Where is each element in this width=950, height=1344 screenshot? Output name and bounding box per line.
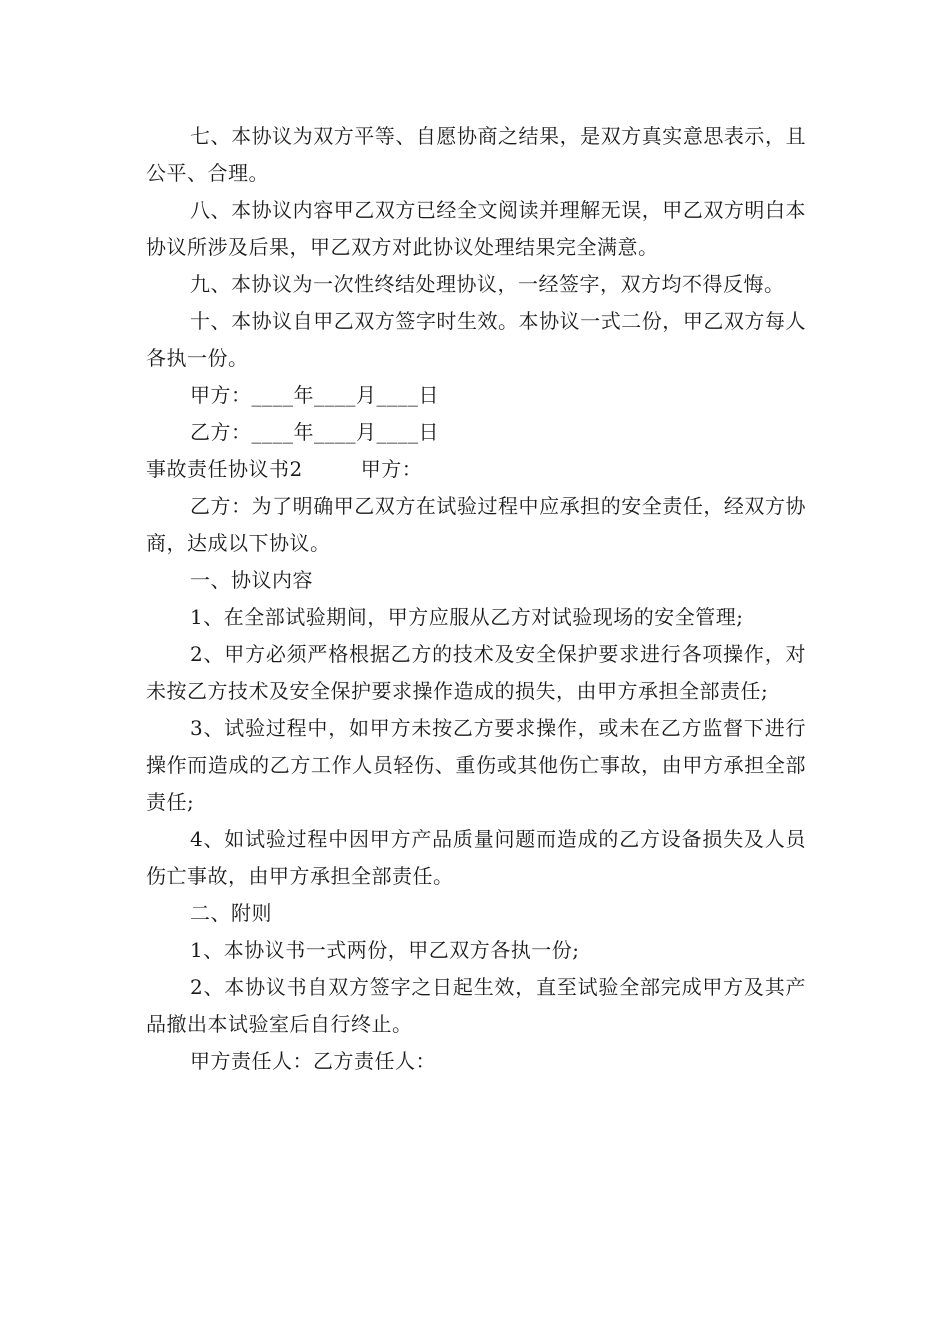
document-page (146, 118, 806, 1080)
section-heading-content: 一、协议内容 (190, 568, 313, 592)
content-item-3: 3、试验过程中，如甲方未按乙方要求操作，或未在乙方监督下进行操作而造成的乙方工作人员轻伤、重伤或其他伤亡事故，由甲方承担全部责任; (146, 716, 806, 814)
clause-ten: 十、本协议自甲乙双方签字时生效。本协议一式二份，甲乙双方每人各执一份。 (146, 309, 806, 370)
responsible-persons-line: 甲方责任人：乙方责任人： (190, 1049, 436, 1073)
appendix-item-1: 1、本协议书一式两份，甲乙双方各执一份; (190, 938, 580, 962)
doc2-party-a: 甲方： (360, 457, 423, 481)
content-item-2: 2、甲方必须严格根据乙方的技术及安全保护要求进行各项操作，对未按乙方技术及安全保护要求操作造成的损失，由甲方承担全部责任; (146, 642, 806, 703)
appendix-item-2: 2、本协议书自双方签字之日起生效，直至试验全部完成甲方及其产品撤出本试验室后自行终止。 (146, 975, 806, 1036)
clause-seven: 七、本协议为双方平等、自愿协商之结果，是双方真实意思表示，且公平、合理。 (146, 124, 806, 185)
content-item-1: 1、在全部试验期间，甲方应服从乙方对试验现场的安全管理; (190, 605, 744, 629)
doc2-title: 事故责任协议书2 (146, 457, 303, 481)
content-item-4: 4、如试验过程中因甲方产品质量问题而造成的乙方设备损失及人员伤亡事故，由甲方承担全部责任。 (146, 827, 806, 888)
section-heading-appendix: 二、附则 (190, 901, 272, 925)
clause-nine: 九、本协议为一次性终结处理协议，一经签字，双方均不得反悔。 (190, 272, 785, 296)
clause-eight: 八、本协议内容甲乙双方已经全文阅读并理解无误，甲乙双方明白本协议所涉及后果，甲乙双方对此协议处理结果完全满意。 (146, 198, 806, 259)
party-a-signature-line: 甲方：____年____月____日 (190, 383, 439, 407)
doc2-heading-line (146, 451, 806, 488)
doc2-intro-paragraph: 乙方：为了明确甲乙双方在试验过程中应承担的安全责任，经双方协商，达成以下协议。 (146, 494, 806, 555)
party-b-signature-line: 乙方：____年____月____日 (190, 420, 439, 444)
